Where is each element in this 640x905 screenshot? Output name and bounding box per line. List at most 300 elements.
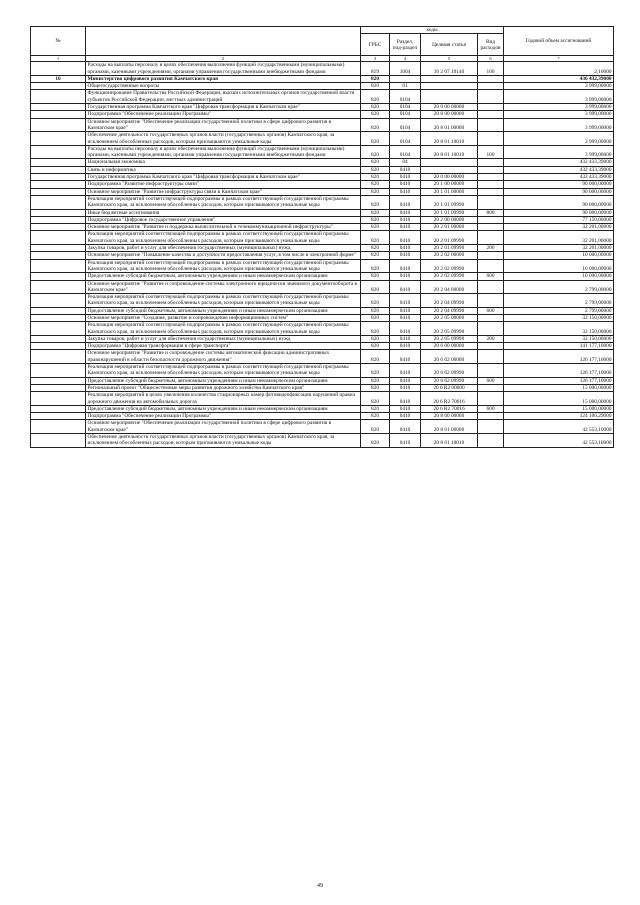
row-section: 0410 xyxy=(390,273,421,280)
row-article: 20 2 01 09990 xyxy=(421,231,478,245)
table-row xyxy=(31,364,614,378)
row-name: Подпрограмма "Цифровая трансформация в сфере транспорта" xyxy=(86,343,361,350)
row-name: Подпрограмма "Обеспечение реализации Программы" xyxy=(86,413,361,420)
row-number xyxy=(31,195,86,209)
row-section: 0410 xyxy=(390,224,421,231)
row-number xyxy=(31,111,86,118)
row-expense-type: 100 xyxy=(478,62,504,76)
row-grbs: 820 xyxy=(361,195,390,209)
row-amount: 3 999,00000 xyxy=(504,145,614,159)
row-amount: 126 177,10000 xyxy=(504,364,614,378)
row-expense-type xyxy=(478,384,504,391)
header-article: Целевая статья xyxy=(421,34,478,56)
row-article: 20 2 04 09990 xyxy=(421,294,478,308)
row-number xyxy=(31,405,86,412)
row-grbs: 820 xyxy=(361,188,390,195)
row-grbs: 820 xyxy=(361,209,390,216)
row-grbs: 820 xyxy=(361,335,390,342)
row-number xyxy=(31,181,86,188)
row-name: Обеспечение деятельности государственных органов власти (государственных органов) Камчатского края, за исключением обособленных расходов, которым присваиваются уникальные коды xyxy=(86,434,361,448)
row-name: Основное мероприятие "Обеспечение реализации государственной политики в сфере цифрового развития в Камчатском крае" xyxy=(86,420,361,434)
row-grbs: 820 xyxy=(361,259,390,273)
row-section xyxy=(390,75,421,82)
row-article: 20 8 01 00000 xyxy=(421,118,478,132)
row-expense-type: 600 xyxy=(478,377,504,384)
table-row xyxy=(31,384,614,391)
row-article: 20 2 04 00000 xyxy=(421,280,478,294)
row-section: 0410 xyxy=(390,405,421,412)
row-amount: 432 433,39000 xyxy=(504,166,614,173)
row-name: Расходы на выплаты персоналу в целях обеспечения выполнения функций государственными (муниципальными) органами, казенными учреждениями, органами управления государственными внебюджетными фондами xyxy=(86,145,361,159)
row-number xyxy=(31,145,86,159)
table-row xyxy=(31,273,614,280)
row-expense-type xyxy=(478,195,504,209)
row-expense-type xyxy=(478,294,504,308)
row-article: 20 2 04 09990 xyxy=(421,307,478,314)
row-amount: 32 201,00000 xyxy=(504,231,614,245)
table-row xyxy=(31,350,614,364)
row-expense-type xyxy=(478,181,504,188)
row-article: 20 0 00 00000 xyxy=(421,104,478,111)
row-article: 20 2 05 09990 xyxy=(421,322,478,336)
row-amount: 3 999,00000 xyxy=(504,90,614,104)
col-number: 7 xyxy=(504,56,614,62)
row-name: Национальная экономика xyxy=(86,159,361,166)
row-name: Предоставление субсидий бюджетным, автономным учреждениям и иным некоммерческим организациям xyxy=(86,273,361,280)
row-name: Реализация мероприятий соответствующей подпрограммы в рамках соответствующей государственной программы Камчатского края, за исключением обособленных расходов, которым присваиваются уникальные коды xyxy=(86,294,361,308)
table-row xyxy=(31,343,614,350)
row-article: 20 8 01 10010 xyxy=(421,434,478,448)
row-name: Закупка товаров, работ и услуг для обеспечения государственных (муниципальных) нужд xyxy=(86,245,361,252)
header-grbs: ГРБС xyxy=(361,34,390,56)
row-article: 20 6 00 00000 xyxy=(421,343,478,350)
row-section: 0410 xyxy=(390,245,421,252)
row-amount: 3 999,00000 xyxy=(504,118,614,132)
row-number xyxy=(31,434,86,448)
col-number: 2 xyxy=(86,56,361,62)
row-name: Реализация мероприятий соответствующей подпрограммы в рамках соответствующей государственной программы Камчатского края, за исключением обособленных расходов, которым присваиваются уникальные коды xyxy=(86,364,361,378)
row-name: Основное мероприятие "Развитие и сопровождение системы электронного юридически значимого документооборота в Камчатском крае" xyxy=(86,280,361,294)
row-amount: 90 000,00000 xyxy=(504,209,614,216)
row-expense-type xyxy=(478,159,504,166)
row-section: 0410 xyxy=(390,174,421,181)
row-expense-type xyxy=(478,259,504,273)
row-grbs: 820 xyxy=(361,252,390,259)
table-row xyxy=(31,259,614,273)
table-row xyxy=(31,413,614,420)
col-number: 4 xyxy=(390,56,421,62)
row-section: 04 xyxy=(390,159,421,166)
table-header xyxy=(31,27,614,62)
row-amount: 124 106,29000 xyxy=(504,413,614,420)
row-article: 20 8 00 00000 xyxy=(421,111,478,118)
row-grbs: 820 xyxy=(361,314,390,321)
row-amount: 2 799,00000 xyxy=(504,307,614,314)
row-section: 0104 xyxy=(390,111,421,118)
row-number xyxy=(31,104,86,111)
row-grbs: 820 xyxy=(361,405,390,412)
row-expense-type xyxy=(478,413,504,420)
page-number: 49 xyxy=(317,883,323,889)
row-article: 20 8 01 00000 xyxy=(421,420,478,434)
row-grbs: 820 xyxy=(361,280,390,294)
row-name: Подпрограмма "Обеспечение реализации Программы" xyxy=(86,111,361,118)
row-name: Реализация мероприятий соответствующей подпрограммы в рамках соответствующей государственной программы Камчатского края, за исключением обособленных расходов, которым присваиваются уникальные коды xyxy=(86,259,361,273)
row-name: Реализация мероприятий соответствующей подпрограммы в рамках соответствующей государственной программы Камчатского края, за исключением обособленных расходов, которым присваиваются уникальные коды xyxy=(86,195,361,209)
table-row xyxy=(31,75,614,82)
row-grbs: 820 xyxy=(361,434,390,448)
row-expense-type: 100 xyxy=(478,145,504,159)
row-article xyxy=(421,83,478,90)
row-amount: 3 999,00000 xyxy=(504,132,614,146)
row-number xyxy=(31,245,86,252)
table-body xyxy=(31,62,614,447)
row-expense-type: 200 xyxy=(478,335,504,342)
row-expense-type xyxy=(478,314,504,321)
row-grbs: 820 xyxy=(361,231,390,245)
table-row xyxy=(31,181,614,188)
table-row xyxy=(31,174,614,181)
row-number xyxy=(31,307,86,314)
row-grbs: 820 xyxy=(361,118,390,132)
row-section: 0410 xyxy=(390,314,421,321)
row-section: 0410 xyxy=(390,280,421,294)
row-name: Подпрограмма "Цифровое государственное управление" xyxy=(86,216,361,223)
row-grbs: 820 xyxy=(361,181,390,188)
header-amount: Годовой объем ассигнований xyxy=(504,27,614,56)
row-expense-type: 600 xyxy=(478,273,504,280)
row-section: 0410 xyxy=(390,294,421,308)
row-expense-type xyxy=(478,392,504,406)
row-expense-type xyxy=(478,343,504,350)
row-number xyxy=(31,90,86,104)
row-amount: 436 432,39000 xyxy=(504,75,614,82)
row-amount: 3 999,00000 xyxy=(504,104,614,111)
row-name: Региональный проект "Общесистемные меры развития дорожного хозяйства Камчатского края" xyxy=(86,384,361,391)
row-name: Связь и информатика xyxy=(86,166,361,173)
row-section: 0410 xyxy=(390,384,421,391)
table-row xyxy=(31,111,614,118)
row-grbs: 820 xyxy=(361,245,390,252)
row-name: Реализация мероприятий в целях увеличения количества стационарных камер фотовидеофиксации нарушений правил дорожного движения на автомобильных дорогах xyxy=(86,392,361,406)
row-number xyxy=(31,280,86,294)
col-number: 5 xyxy=(421,56,478,62)
row-article xyxy=(421,75,478,82)
row-expense-type xyxy=(478,90,504,104)
row-expense-type xyxy=(478,252,504,259)
row-amount: 32 150,00000 xyxy=(504,335,614,342)
row-number xyxy=(31,314,86,321)
row-expense-type xyxy=(478,364,504,378)
row-number xyxy=(31,259,86,273)
row-grbs: 820 xyxy=(361,420,390,434)
row-number xyxy=(31,322,86,336)
row-name: Реализация мероприятий соответствующей подпрограммы в рамках соответствующей государственной программы Камчатского края, за исключением обособленных расходов, которым присваиваются уникальные коды xyxy=(86,322,361,336)
row-number: 16 xyxy=(31,75,86,82)
row-amount: 10 000,00000 xyxy=(504,259,614,273)
row-amount: 32 201,00000 xyxy=(504,224,614,231)
row-article: 20 6 02 09990 xyxy=(421,377,478,384)
row-name: Иные бюджетные ассигнования xyxy=(86,209,361,216)
row-section: 0410 xyxy=(390,195,421,209)
table-row xyxy=(31,104,614,111)
row-expense-type xyxy=(478,216,504,223)
row-amount: 10 000,00000 xyxy=(504,252,614,259)
row-article: 20 2 02 00000 xyxy=(421,252,478,259)
row-article xyxy=(421,166,478,173)
row-section: 0104 xyxy=(390,132,421,146)
row-expense-type xyxy=(478,132,504,146)
row-grbs: 820 xyxy=(361,343,390,350)
table-row xyxy=(31,434,614,448)
header-section: Раздел, под-раздел xyxy=(390,34,421,56)
row-expense-type xyxy=(478,434,504,448)
col-number: 1 xyxy=(31,56,86,62)
row-number xyxy=(31,216,86,223)
row-article: 20 8 01 10010 xyxy=(421,132,478,146)
row-name: Государственная программа Камчатского края "Цифровая трансформация в Камчатском крае" xyxy=(86,174,361,181)
row-article: 20 2 02 09990 xyxy=(421,273,478,280)
row-number xyxy=(31,159,86,166)
row-section: 0104 xyxy=(390,104,421,111)
header-num: № xyxy=(31,27,86,56)
row-grbs: 820 xyxy=(361,104,390,111)
header-expense-type: Вид расходов xyxy=(478,34,504,56)
budget-sheet xyxy=(30,26,613,448)
row-number xyxy=(31,294,86,308)
row-article: 20 6 02 00000 xyxy=(421,350,478,364)
row-section: 0410 xyxy=(390,166,421,173)
table-row xyxy=(31,118,614,132)
table-row xyxy=(31,377,614,384)
row-grbs: 820 xyxy=(361,75,390,82)
table-row xyxy=(31,224,614,231)
row-grbs: 820 xyxy=(361,377,390,384)
row-expense-type xyxy=(478,166,504,173)
row-expense-type xyxy=(478,104,504,111)
row-section: 0410 xyxy=(390,252,421,259)
row-section: 0410 xyxy=(390,377,421,384)
row-amount: 432 433,39000 xyxy=(504,174,614,181)
row-amount: 15 000,00000 xyxy=(504,392,614,406)
row-grbs: 820 xyxy=(361,166,390,173)
row-grbs: 820 xyxy=(361,90,390,104)
row-section: 0410 xyxy=(390,392,421,406)
row-name: Основное мероприятие "Развитие инфраструктуры связи в Камчатском крае" xyxy=(86,188,361,195)
row-section: 0410 xyxy=(390,307,421,314)
table-row xyxy=(31,252,614,259)
row-number xyxy=(31,384,86,391)
row-expense-type xyxy=(478,224,504,231)
row-number xyxy=(31,350,86,364)
row-amount: 42 553,10000 xyxy=(504,434,614,448)
row-expense-type xyxy=(478,111,504,118)
row-article: 20 2 05 09990 xyxy=(421,335,478,342)
table-row xyxy=(31,216,614,223)
table-row xyxy=(31,188,614,195)
row-grbs: 820 xyxy=(361,83,390,90)
row-expense-type xyxy=(478,188,504,195)
row-name: Предоставление субсидий бюджетным, автономным учреждениям и иным некоммерческим организациям xyxy=(86,307,361,314)
row-grbs: 820 xyxy=(361,132,390,146)
row-section: 0410 xyxy=(390,181,421,188)
row-section: 0410 xyxy=(390,335,421,342)
row-name: Обеспечение деятельности государственных органов власти (государственных органов) Камчатского края, за исключением обособленных расходов, которым присваиваются уникальные коды xyxy=(86,132,361,146)
row-number xyxy=(31,364,86,378)
row-expense-type xyxy=(478,350,504,364)
row-number xyxy=(31,343,86,350)
row-section: 0104 xyxy=(390,145,421,159)
row-name: Расходы на выплаты персоналу в целях обеспечения выполнения функций государственными (муниципальными) органами, казенными учреждениями, органами управления государственными внебюджетными фондами xyxy=(86,62,361,76)
row-section: 0410 xyxy=(390,259,421,273)
row-name: Основное мероприятие "Создание, развитие и сопровождение информационных систем" xyxy=(86,314,361,321)
row-name: Основное мероприятие "Развитие и сопровождение системы автоматической фиксации административных правонарушений в области безопасности дорожного движения" xyxy=(86,350,361,364)
row-number xyxy=(31,132,86,146)
row-name: Государственная программа Камчатского края "Цифровая трансформация в Камчатском крае" xyxy=(86,104,361,111)
row-section: 01 xyxy=(390,83,421,90)
header-name xyxy=(86,27,361,56)
row-grbs: 820 xyxy=(361,159,390,166)
row-section: 0410 xyxy=(390,350,421,364)
row-amount: 2,10000 xyxy=(504,62,614,76)
row-article: 20 6 02 09990 xyxy=(421,364,478,378)
row-amount: 126 177,10000 xyxy=(504,350,614,364)
row-expense-type: 600 xyxy=(478,405,504,412)
table-row xyxy=(31,392,614,406)
table-row xyxy=(31,62,614,76)
row-amount: 432 433,39000 xyxy=(504,159,614,166)
table-row xyxy=(31,209,614,216)
table-row xyxy=(31,307,614,314)
table-row xyxy=(31,322,614,336)
row-number xyxy=(31,420,86,434)
row-amount: 32 150,00000 xyxy=(504,322,614,336)
row-expense-type: 200 xyxy=(478,245,504,252)
row-section: 0410 xyxy=(390,420,421,434)
row-name: Основное мероприятие "Обеспечение реализации государственной политики в сфере цифрового развития в Камчатском крае" xyxy=(86,118,361,132)
row-expense-type: 800 xyxy=(478,209,504,216)
row-section: 0410 xyxy=(390,413,421,420)
row-name: Реализация мероприятий соответствующей подпрограммы в рамках соответствующей государственной программы Камчатского края, за исключением обособленных расходов, которым присваиваются уникальные коды xyxy=(86,231,361,245)
row-article: 20 6 R2 70016 xyxy=(421,392,478,406)
row-amount: 3 999,00000 xyxy=(504,83,614,90)
row-number xyxy=(31,224,86,231)
table-row xyxy=(31,335,614,342)
row-section: 0410 xyxy=(390,209,421,216)
row-grbs: 820 xyxy=(361,307,390,314)
row-name: Функционирование Правительства Российской Федерации, высших исполнительных органов государственной власти субъектов Российской Федерации, местных администраций xyxy=(86,90,361,104)
row-section: 0104 xyxy=(390,90,421,104)
row-article xyxy=(421,159,478,166)
row-name: Предоставление субсидий бюджетным, автономным учреждениям и иным некоммерческим организациям xyxy=(86,405,361,412)
row-grbs: 820 xyxy=(361,364,390,378)
row-grbs: 820 xyxy=(361,413,390,420)
row-expense-type xyxy=(478,322,504,336)
row-amount: 90 000,00000 xyxy=(504,188,614,195)
row-amount: 3 999,00000 xyxy=(504,111,614,118)
row-name: Основное мероприятие "Развитие и поддержка вычислительной и телекоммуникационной инфраструктуры" xyxy=(86,224,361,231)
table-row xyxy=(31,166,614,173)
table-row xyxy=(31,405,614,412)
row-amount: 90 000,00000 xyxy=(504,195,614,209)
row-section: 0410 xyxy=(390,343,421,350)
row-grbs: 820 xyxy=(361,350,390,364)
header-codes: коды xyxy=(361,27,504,34)
row-grbs: 820 xyxy=(361,294,390,308)
table-row xyxy=(31,245,614,252)
row-grbs: 820 xyxy=(361,392,390,406)
row-amount: 42 553,10000 xyxy=(504,420,614,434)
table-row xyxy=(31,159,614,166)
table-row xyxy=(31,195,614,209)
row-grbs: 819 xyxy=(361,62,390,76)
row-number xyxy=(31,273,86,280)
row-amount: 90 000,00000 xyxy=(504,181,614,188)
row-number xyxy=(31,174,86,181)
row-grbs: 820 xyxy=(361,384,390,391)
row-number xyxy=(31,413,86,420)
row-article: 20 2 01 09990 xyxy=(421,245,478,252)
row-section: 0410 xyxy=(390,364,421,378)
row-expense-type xyxy=(478,118,504,132)
row-grbs: 820 xyxy=(361,322,390,336)
col-number: 6 xyxy=(478,56,504,62)
row-article: 20 2 05 00000 xyxy=(421,314,478,321)
row-article: 20 8 00 00000 xyxy=(421,413,478,420)
table-row xyxy=(31,231,614,245)
table-row xyxy=(31,90,614,104)
row-grbs: 820 xyxy=(361,273,390,280)
row-amount: 2 799,00000 xyxy=(504,280,614,294)
budget-table xyxy=(30,26,614,448)
row-expense-type xyxy=(478,231,504,245)
row-expense-type xyxy=(478,83,504,90)
row-article: 20 2 01 00000 xyxy=(421,224,478,231)
row-amount: 77 150,00000 xyxy=(504,216,614,223)
row-grbs: 820 xyxy=(361,145,390,159)
row-section: 0104 xyxy=(390,118,421,132)
row-expense-type: 600 xyxy=(478,307,504,314)
row-article: 20 2 00 00000 xyxy=(421,216,478,223)
row-name: Общегосударственные вопросы xyxy=(86,83,361,90)
table-row xyxy=(31,280,614,294)
row-number xyxy=(31,377,86,384)
row-section: 0410 xyxy=(390,322,421,336)
row-number xyxy=(31,118,86,132)
row-number xyxy=(31,83,86,90)
row-amount: 15 000,00000 xyxy=(504,384,614,391)
row-grbs: 820 xyxy=(361,111,390,118)
row-expense-type xyxy=(478,174,504,181)
row-article: 20 6 R2 70016 xyxy=(421,405,478,412)
row-article: 20 1 00 00000 xyxy=(421,181,478,188)
row-article: 20 1 01 00000 xyxy=(421,188,478,195)
row-article: 20 2 02 09990 xyxy=(421,259,478,273)
row-expense-type xyxy=(478,75,504,82)
row-grbs: 820 xyxy=(361,216,390,223)
row-number xyxy=(31,231,86,245)
row-section: 0410 xyxy=(390,434,421,448)
table-row xyxy=(31,132,614,146)
row-amount: 32 201,00000 xyxy=(504,245,614,252)
col-number: 3 xyxy=(361,56,390,62)
row-number xyxy=(31,62,86,76)
row-amount: 15 000,00000 xyxy=(504,405,614,412)
table-row xyxy=(31,314,614,321)
row-section: 1004 xyxy=(390,62,421,76)
row-expense-type xyxy=(478,420,504,434)
row-article: 20 0 00 00000 xyxy=(421,174,478,181)
